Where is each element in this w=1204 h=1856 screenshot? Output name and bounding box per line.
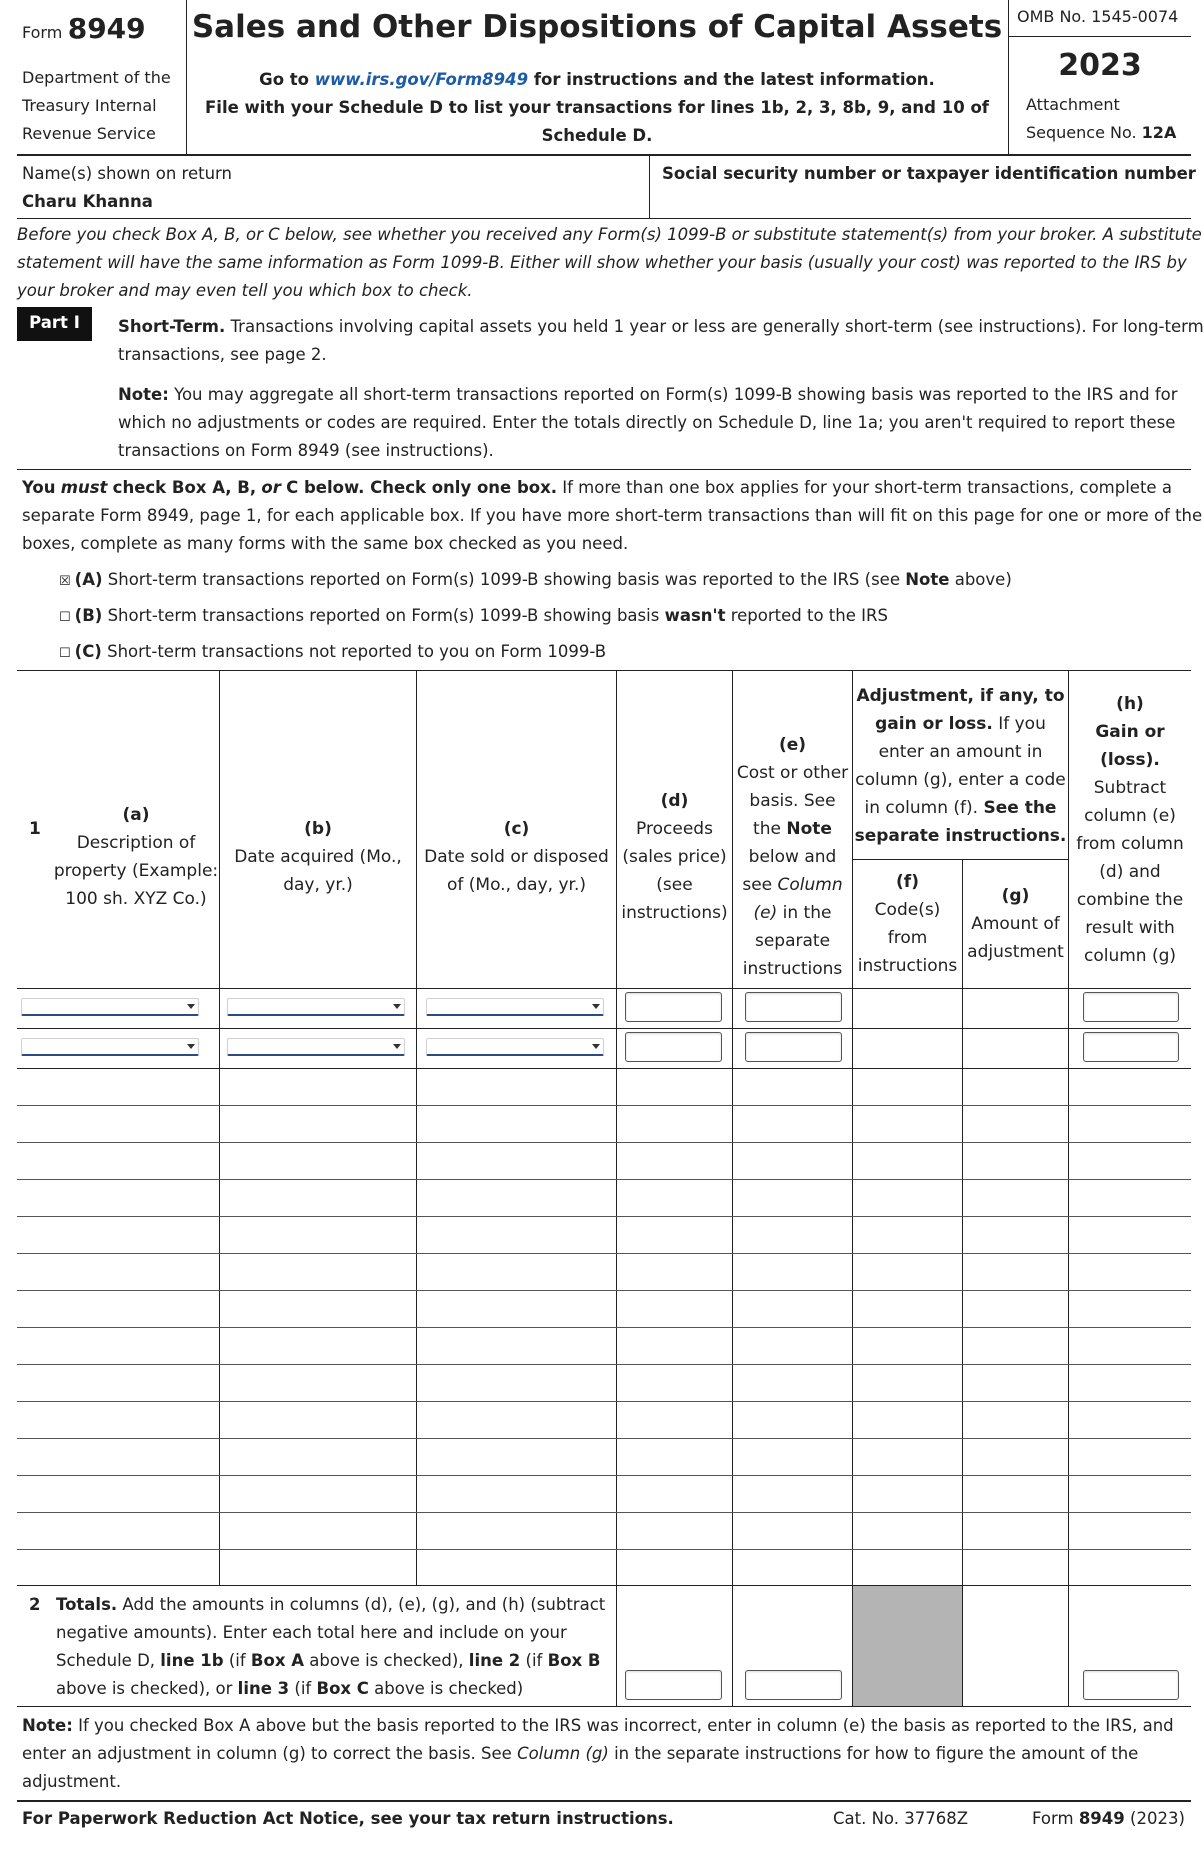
box-a-option[interactable]	[59, 566, 1012, 596]
col-e-line: separate	[754, 931, 831, 951]
box-b-text-post: reported to the IRS	[730, 606, 888, 625]
col-b-line: day, yr.)	[283, 875, 353, 895]
totals-l4c: (if	[294, 1679, 312, 1698]
goto-suffix: for instructions and the latest information.	[533, 70, 935, 89]
adjustment-line: Adjustment, if any, to	[856, 686, 1065, 706]
col-a-header	[38, 801, 234, 913]
col-d-letter: (d)	[660, 791, 689, 811]
row-2-proceeds-input[interactable]	[625, 1032, 722, 1062]
header-bottom-row-rule	[17, 988, 1191, 989]
row-1-proceeds-input[interactable]	[625, 992, 722, 1022]
bottom-note-l2b: Column (g)	[517, 1744, 609, 1763]
col-e-line	[733, 899, 852, 927]
col-h-line: column (e)	[1084, 806, 1176, 826]
file-with-line	[187, 94, 1007, 150]
checkbox-instructions-rest: If more than one box applies for your short-term transactions, complete a	[562, 478, 1172, 497]
col-e-line: below and	[748, 847, 837, 867]
checkbox-instructions-line-3: boxes, complete as many forms with the same box checked as you need.	[22, 534, 629, 553]
box-a-bold: Note	[905, 570, 950, 589]
checkbox-instructions-line-1	[22, 474, 1202, 502]
col-e-line	[733, 871, 852, 899]
department-line: Revenue Service	[22, 124, 156, 143]
bottom-note-line-2	[22, 1740, 1174, 1768]
row-2-date-acquired-select[interactable]	[227, 1038, 405, 1056]
row-2-date-sold-select[interactable]	[426, 1038, 604, 1056]
col-d-line: instructions)	[621, 903, 728, 923]
col-a-line: property (Example:	[53, 861, 219, 881]
box-a-checkbox[interactable]: ☒	[59, 574, 71, 589]
table-row-rule	[17, 1364, 1191, 1365]
col-h-line: from column	[1076, 834, 1184, 854]
table-rows-bottom-rule	[17, 1585, 1191, 1586]
totals-l3b: line 1b	[160, 1651, 224, 1670]
totals-l3f: line 2	[468, 1651, 521, 1670]
totals-l4e: above is checked)	[374, 1679, 524, 1698]
header-bottom-rule	[17, 154, 1191, 156]
adjustment-in-column-f: in column (f).	[864, 798, 979, 818]
adjustment-line	[853, 710, 1068, 738]
col-g-header	[963, 882, 1068, 966]
totals-line-1	[56, 1591, 605, 1619]
tax-year: 2023	[1058, 48, 1142, 83]
col-g-line: adjustment	[967, 942, 1064, 962]
omb-divider	[1009, 36, 1191, 37]
col-f-letter: (f)	[896, 872, 919, 892]
row-1-date-acquired-select[interactable]	[227, 998, 405, 1016]
line-2-number: 2	[29, 1595, 41, 1614]
totals-l3d: Box A	[250, 1651, 304, 1670]
file-with-line-1: File with your Schedule D to list your transactions for lines 1b, 2, 3, 8b, 9, and 10 of	[205, 98, 989, 117]
box-c-text: Short-term transactions not reported to you on Form 1099-B	[107, 642, 607, 661]
col-d-line: (sales price)	[622, 847, 727, 867]
attachment-label: Attachment	[1026, 95, 1120, 114]
part-i-text-l2: transactions, see page 2.	[118, 345, 327, 364]
table-row-rule	[17, 1475, 1191, 1476]
name-ssn-divider	[649, 156, 650, 218]
sequence-label: Sequence No.	[1026, 123, 1137, 142]
must-check-you: You	[22, 478, 56, 497]
sequence-block	[1026, 119, 1176, 147]
bottom-note-label: Note:	[22, 1716, 73, 1735]
col-b-header	[220, 815, 416, 899]
col-f-line: instructions	[857, 956, 958, 976]
irs-link[interactable]: www.irs.gov/Form8949	[314, 70, 529, 89]
table-row-rule	[17, 1028, 1191, 1029]
table-top-rule	[17, 670, 1191, 671]
col-e-header	[733, 731, 852, 983]
col-e-line	[733, 815, 852, 843]
part-i-note-l1: You may aggregate all short-term transactions reported on Form(s) 1099-B showing basis was reported to the IRS and for	[174, 385, 1178, 404]
part-i-heading: Short-Term.	[118, 317, 226, 336]
row-2-gain-loss-input[interactable]	[1083, 1032, 1179, 1062]
line-1-number: 1	[29, 819, 41, 839]
box-a-label: (A)	[74, 570, 103, 589]
col-c-letter: (c)	[503, 819, 530, 839]
part-i-note	[118, 381, 1178, 465]
col-a-line: 100 sh. XYZ Co.)	[65, 889, 207, 909]
part-i-note-line-1	[118, 381, 1178, 409]
table-row-rule	[17, 1327, 1191, 1328]
bottom-note-l3: adjustment.	[22, 1772, 122, 1791]
col-h-line: (loss).	[1100, 750, 1160, 770]
row-2-cost-basis-input[interactable]	[745, 1032, 842, 1062]
footer-top-rule	[17, 1800, 1191, 1802]
col-e-the: the	[753, 819, 781, 839]
totals-l3h: Box B	[547, 1651, 601, 1670]
totals-l3e: above is checked),	[309, 1651, 464, 1670]
col-h-line: Subtract	[1093, 778, 1167, 798]
sequence-number: 12A	[1141, 123, 1177, 142]
col-e-line: Cost or other	[736, 763, 849, 783]
department-block	[22, 64, 171, 148]
totals-l3c: (if	[228, 1651, 246, 1670]
col-g-letter: (g)	[1001, 886, 1030, 906]
row-1-cost-basis-input[interactable]	[745, 992, 842, 1022]
table-row-rule	[17, 1142, 1191, 1143]
col-e-letter: (e)	[778, 735, 807, 755]
adjustment-gain-loss: gain or loss.	[875, 714, 993, 734]
chevron-down-icon	[592, 1044, 600, 1049]
adjustment-line: separate instructions.	[854, 826, 1067, 846]
col-h-line: combine the	[1076, 890, 1184, 910]
bottom-note-line-1	[22, 1712, 1174, 1740]
footer-form-number: 8949	[1078, 1809, 1125, 1828]
bottom-note-l1: If you checked Box A above but the basis reported to the IRS was incorrect, enter in column (e) the basis as reported to the IRS, and	[78, 1716, 1174, 1735]
table-row-rule	[17, 1105, 1191, 1106]
chevron-down-icon	[592, 1004, 600, 1009]
name-label: Name(s) shown on return	[22, 164, 232, 183]
table-row-rule	[17, 1068, 1191, 1069]
part-i-note-l3: transactions on Form 8949 (see instructions).	[118, 441, 494, 460]
catalog-number: Cat. No. 37768Z	[833, 1809, 969, 1828]
col-c-line: Date sold or disposed	[424, 847, 609, 867]
must-check-must: must	[60, 478, 108, 497]
col-divider-f-g	[962, 859, 963, 1706]
intro-text	[17, 221, 1202, 305]
row-2-description-select[interactable]	[21, 1038, 199, 1056]
col-f-line: from	[887, 928, 928, 948]
checkbox-instructions	[22, 474, 1202, 558]
col-e-line: basis. See	[749, 791, 836, 811]
col-h-line: Gain or	[1095, 722, 1165, 742]
col-e-e: (e)	[753, 903, 778, 923]
table-row-rule	[17, 1216, 1191, 1217]
col-e-note: Note	[786, 819, 832, 839]
chevron-down-icon	[393, 1004, 401, 1009]
chevron-down-icon	[187, 1004, 195, 1009]
col-c-header	[417, 815, 616, 899]
table-row-rule	[17, 1253, 1191, 1254]
adjustment-line: enter an amount in	[878, 742, 1043, 762]
form-number: 8949	[67, 12, 146, 45]
col-d-line: (see	[656, 875, 693, 895]
must-check-boxes: check Box A, B,	[112, 478, 257, 497]
totals-l2: negative amounts). Enter each total here and include on your	[56, 1623, 567, 1642]
form-number-block	[22, 6, 146, 51]
col-e-see: see	[742, 875, 773, 895]
row-1-date-sold-select[interactable]	[426, 998, 604, 1016]
col-h-letter: (h)	[1116, 694, 1144, 714]
col-f-line: Code(s)	[874, 900, 941, 920]
totals-proceeds-input[interactable]	[625, 1670, 722, 1700]
adjustment-line: column (g), enter a code	[855, 770, 1066, 790]
box-a-text-post: above)	[954, 570, 1012, 589]
table-row-rule	[17, 1401, 1191, 1402]
table-row-rule	[17, 1438, 1191, 1439]
col-e-column: Column	[777, 875, 843, 895]
part-i-line-1	[118, 313, 1204, 341]
totals-l1: Add the amounts in columns (d), (e), (g), and (h) (subtract	[122, 1595, 606, 1614]
form-title: Sales and Other Dispositions of Capital Assets	[191, 9, 1003, 45]
totals-l4b: line 3	[237, 1679, 290, 1698]
part-i-text	[118, 313, 1204, 369]
col-b-line: Date acquired (Mo.,	[234, 847, 402, 867]
totals-line-3	[56, 1647, 605, 1675]
box-c-label: (C)	[74, 642, 102, 661]
col-a-line: Description of	[76, 833, 196, 853]
ssn-value[interactable]	[662, 188, 1182, 216]
table-row-rule	[17, 1549, 1191, 1550]
must-check-or: or	[261, 478, 281, 497]
box-b-text: Short-term transactions reported on Form(s) 1099-B showing basis	[107, 606, 660, 625]
col-divider-b-c	[416, 670, 417, 1585]
col-d-line: Proceeds	[636, 819, 713, 839]
omb-number: OMB No. 1545-0074	[1017, 7, 1179, 26]
footer-form-id	[1032, 1805, 1185, 1833]
col-h-line: column (g)	[1083, 946, 1177, 966]
row-1-description-select[interactable]	[21, 998, 199, 1016]
adjustment-divider	[852, 859, 1068, 860]
col-d-header	[617, 787, 732, 927]
col-h-header	[1069, 690, 1191, 970]
part-i-note-l2: which no adjustments or codes are required. Enter the totals directly on Schedule D, line 1a; you aren't required to report these	[118, 413, 1176, 432]
name-bottom-rule	[17, 218, 1191, 219]
bottom-note	[22, 1712, 1174, 1796]
bottom-note-l2c: in the separate instructions for how to figure the amount of the	[614, 1744, 1139, 1763]
department-line: Treasury Internal	[22, 96, 157, 115]
box-b-option[interactable]	[59, 602, 888, 632]
col-h-line: result with	[1085, 918, 1175, 938]
adjustment-see-the: See the	[983, 798, 1057, 818]
checkbox-instructions-line-2: separate Form 8949, page 1, for each applicable box. If you have more short-term transactions than will fit on this page for one or more of the	[22, 506, 1203, 525]
col-f-header	[853, 868, 962, 980]
must-check-only-one: C below. Check only one box.	[286, 478, 558, 497]
totals-shaded-cell	[853, 1586, 962, 1706]
col-e-line: instructions	[742, 959, 843, 979]
col-b-letter: (b)	[304, 819, 332, 839]
table-row-rule	[17, 1512, 1191, 1513]
col-a-letter: (a)	[122, 805, 150, 825]
totals-l4d: Box C	[316, 1679, 369, 1698]
totals-bottom-rule	[17, 1706, 1191, 1707]
adjustment-if-you: If you	[998, 714, 1046, 734]
intro-line: statement will have the same information as Form 1099-B. Either will show whether your basis (usually your cost) was reported to the IRS by	[17, 253, 1187, 272]
totals-l3a: Schedule D,	[56, 1651, 156, 1670]
totals-l4a: above is checked), or	[56, 1679, 233, 1698]
footer-form-year: (2023)	[1130, 1809, 1185, 1828]
box-c-option[interactable]	[59, 638, 606, 668]
col-e-in-the: in the	[782, 903, 832, 923]
goto-line	[187, 66, 1007, 94]
bottom-note-l2a: enter an adjustment in column (g) to correct the basis. See	[22, 1744, 512, 1763]
form-label: Form	[22, 23, 63, 42]
totals-gain-loss-input[interactable]	[1083, 1670, 1179, 1700]
totals-line-4	[56, 1675, 605, 1703]
part-i-text-l1: Transactions involving capital assets you held 1 year or less are generally short-term (see instructions). For long-term	[230, 317, 1204, 336]
totals-text	[56, 1591, 605, 1703]
totals-cost-basis-input[interactable]	[745, 1670, 842, 1700]
adjustment-line	[853, 794, 1068, 822]
intro-line: your broker and may even tell you which box to check.	[17, 281, 473, 300]
col-c-line: of (Mo., day, yr.)	[446, 875, 586, 895]
box-a-text: Short-term transactions reported on Form(s) 1099-B showing basis was reported to the IRS (see	[107, 570, 900, 589]
table-row-rule	[17, 1290, 1191, 1291]
box-b-label: (B)	[74, 606, 103, 625]
row-1-gain-loss-input[interactable]	[1083, 992, 1179, 1022]
paperwork-notice: For Paperwork Reduction Act Notice, see your tax return instructions.	[22, 1809, 674, 1828]
adjustment-header	[853, 682, 1068, 850]
box-b-bold: wasn't	[664, 606, 726, 625]
name-value[interactable]: Charu Khanna	[22, 192, 153, 211]
part-i-badge: Part I	[17, 307, 92, 341]
footer-form-label: Form	[1032, 1809, 1074, 1828]
department-line: Department of the	[22, 68, 171, 87]
chevron-down-icon	[393, 1044, 401, 1049]
col-g-line: Amount of	[971, 914, 1060, 934]
totals-l3g: (if	[525, 1651, 543, 1670]
part-i-note-label: Note:	[118, 385, 169, 404]
chevron-down-icon	[187, 1044, 195, 1049]
file-with-line-2: Schedule D.	[541, 126, 653, 145]
intro-line: Before you check Box A, B, or C below, see whether you received any Form(s) 1099-B or substitute statement(s) from your broker. A substitute	[17, 225, 1202, 244]
table-row-rule	[17, 1179, 1191, 1180]
ssn-label: Social security number or taxpayer identification number	[662, 164, 1196, 183]
box-b-checkbox[interactable]: ☐	[59, 610, 71, 625]
goto-prefix: Go to	[259, 70, 310, 89]
totals-label: Totals.	[56, 1595, 118, 1614]
part-i-bottom-rule	[17, 469, 1191, 470]
box-c-checkbox[interactable]: ☐	[59, 646, 71, 661]
col-h-line: (d) and	[1099, 862, 1161, 882]
